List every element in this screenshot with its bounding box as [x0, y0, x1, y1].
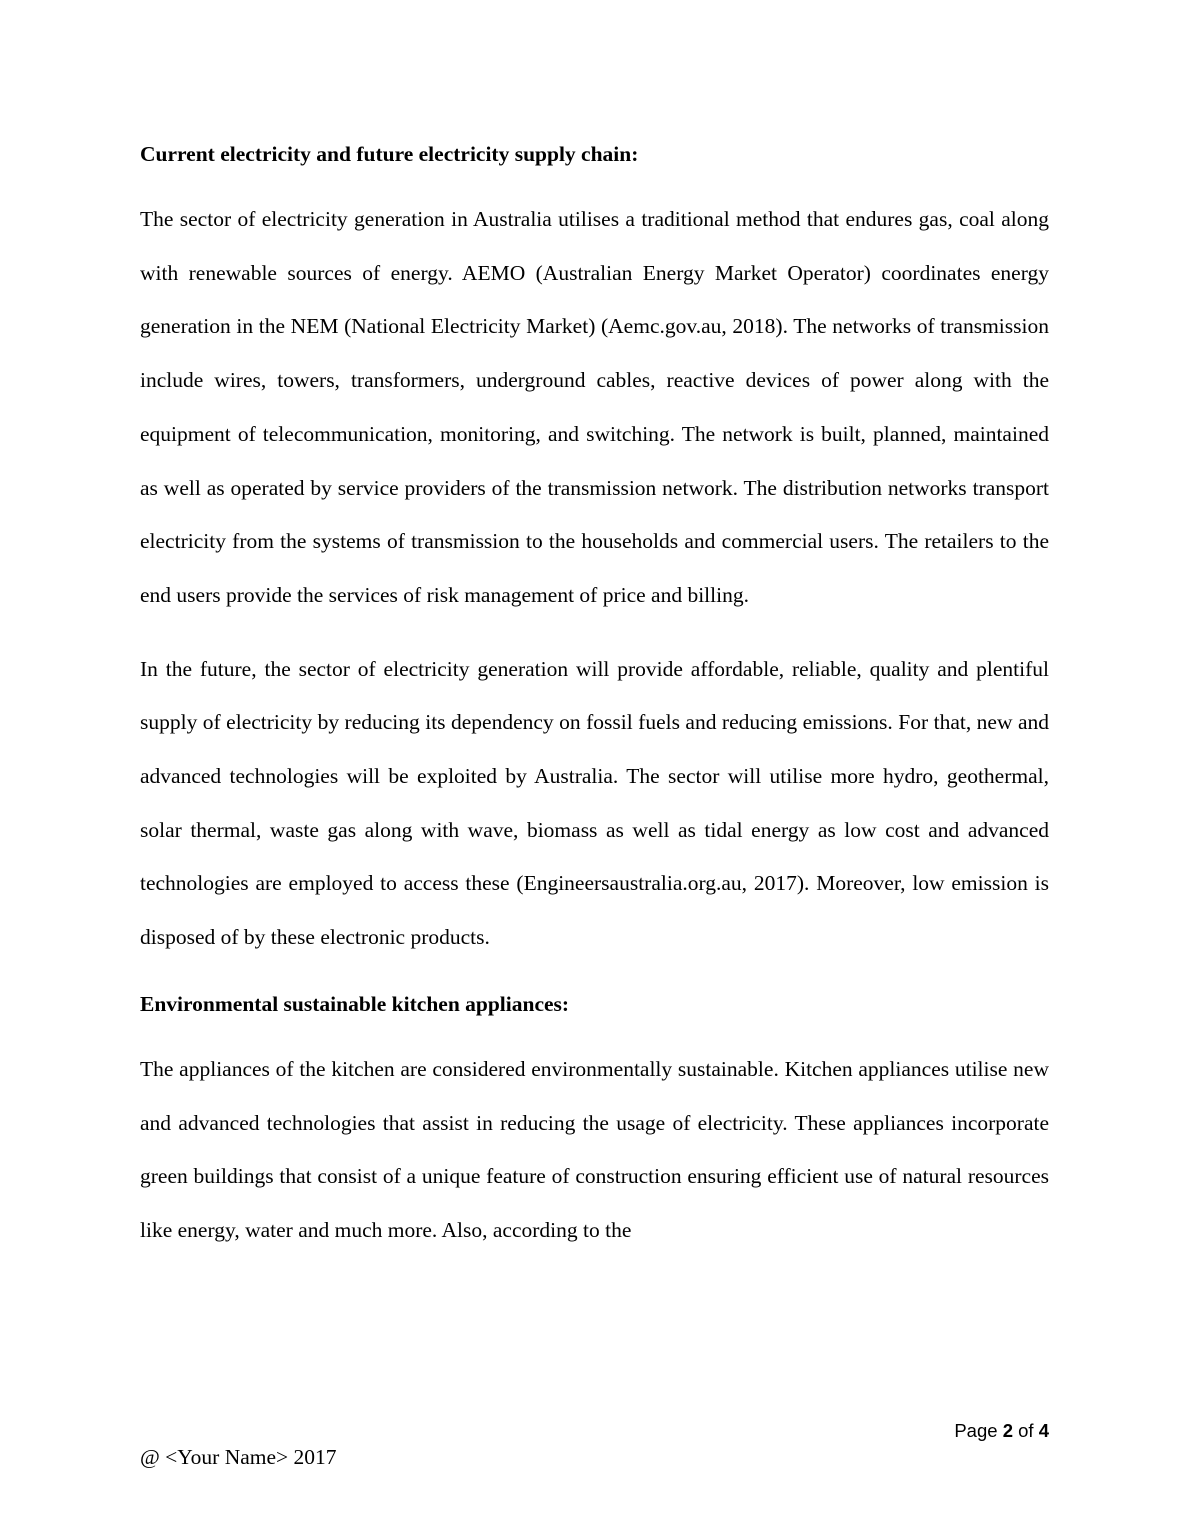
- page-number-prefix: Page: [954, 1420, 998, 1441]
- body-paragraph: The appliances of the kitchen are considered environmentally sustainable. Kitchen appliances utilise new and advanced technologies that assist in reducing the usage of electricity. These appliances incorporate green buildings that consist of a unique feature of construction ensuring efficient use of natural resources like energy, water and much more. Also, according to the: [140, 1056, 1049, 1242]
- section-heading: Current electricity and future electricity supply chain:: [140, 142, 639, 166]
- section-heading: Environmental sustainable kitchen appliances:: [140, 991, 570, 1016]
- page-number-current: 2: [1002, 1420, 1013, 1441]
- page-number-total: 4: [1038, 1420, 1049, 1441]
- page-number-separator: of: [1018, 1420, 1034, 1441]
- footer-copyright: @ <Your Name> 2017: [140, 1445, 337, 1469]
- body-paragraph: In the future, the sector of electricity generation will provide affordable, reliable, quality and plentiful supply of electricity by reducing its dependency on fossil fuels and reducing emissions. For that, new and advanced technologies will be exploited by Australia. The sector will utilise more hydro, geothermal, solar thermal, waste gas along with wave, biomass as well as tidal energy as low cost and advanced technologies are employed to access these (Engineersaustralia.org.au, 2017). Moreover, low emission is disposed of by these electronic products.: [140, 656, 1049, 950]
- document-body: [140, 134, 1049, 1258]
- page-number: [954, 1418, 1049, 1444]
- body-paragraph: The sector of electricity generation in Australia utilises a traditional method that endures gas, coal along with renewable sources of energy. AEMO (Australian Energy Market Operator) coordinates energy generation in the NEM (National Electricity Market) (Aemc.gov.au, 2018). The networks of transmission include wires, towers, transformers, underground cables, reactive devices of power along with the equipment of telecommunication, monitoring, and switching. The network is built, planned, maintained as well as operated by service providers of the transmission network. The distribution networks transport electricity from the systems of transmission to the households and commercial users. The retailers to the end users provide the services of risk management of price and billing.: [140, 207, 1049, 607]
